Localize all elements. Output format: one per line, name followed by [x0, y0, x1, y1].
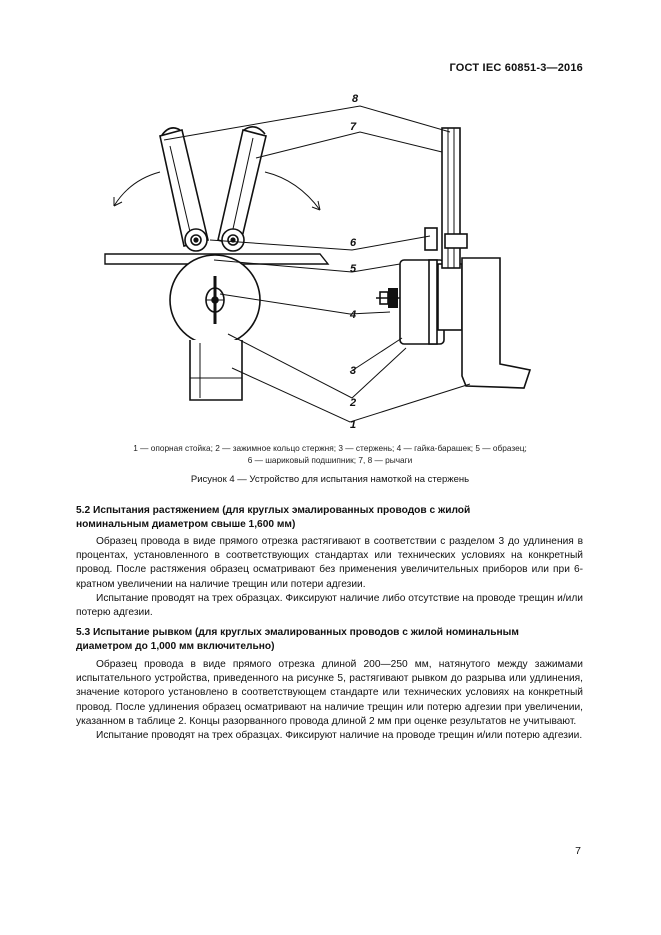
callout-5: 5: [350, 263, 357, 275]
figure-legend-line-2: 6 — шариковый подшипник; 7, 8 — рычаги: [247, 455, 413, 465]
section-5-2-heading: [76, 504, 583, 532]
support-stand: [190, 340, 242, 400]
section-5-3-paragraph-1: Образец провода в виде прямого отрезка длиной 200—250 мм, натянутого между зажимами испытательного устройства, приведенного на рисунке 5, растягивают рывком до разрыва или удлинения, значение которого установлено в соответствующем стандарте или технических условиях на конкретный провод. После удлинения образец осматривают на наличие трещин или потерю адгезии при увеличении, указанном в таблице 2. Концы разорванного провода длиной 2 мм при оценке результатов не учитывают.: [76, 659, 583, 727]
section-5-2-paragraph-2: Испытание проводят на трех образцах. Фиксируют наличие либо отсутствие на проводе трещин и/или потерю адгезии.: [76, 592, 583, 619]
section-5-2-heading-line-1: 5.2 Испытания растяжением (для круглых эмалированных проводов с жилой: [76, 505, 471, 516]
lever-right: [218, 127, 266, 246]
section-5-3-body: [76, 658, 583, 743]
rotation-arrow-left: [114, 172, 160, 206]
section-5-2-body: [76, 535, 583, 620]
figure-legend-line-1: 1 — опорная стойка; 2 — зажимное кольцо стержня; 3 — стержень; 4 — гайка-барашек; 5 — образец;: [133, 443, 527, 453]
callout-4: 4: [350, 309, 357, 321]
section-5-3-heading-line-1: 5.3 Испытание рывком (для круглых эмалированных проводов с жилой номинальным: [76, 627, 519, 638]
callout-6: 6: [350, 237, 357, 249]
standard-header: ГОСТ IEC 60851-3—2016: [449, 62, 583, 74]
section-5-2-heading-line-2: номинальным диаметром свыше 1,600 мм): [76, 519, 296, 531]
page-number: 7: [575, 845, 581, 857]
callout-2: 2: [350, 397, 357, 409]
section-5-2-paragraph-1: Образец провода в виде прямого отрезка растягивают в соответствии с разделом 3 до удлинения в процентах, установленного в соответствующих стандартах или технических условиях на конкретный провод. После растяжения образец осматривают без применения увеличительных приборов или при 6-кратном увеличении на наличие трещин или потери адгезии.: [76, 536, 583, 590]
callout-3: 3: [350, 365, 357, 377]
base-bracket: [462, 258, 530, 388]
figure-4-diagram: [100, 88, 540, 438]
callout-7: 7: [350, 121, 357, 133]
section-5-3-paragraph-2: Испытание проводят на трех образцах. Фиксируют наличие на проводе трещин и/или потерю адгезии.: [96, 730, 583, 742]
figure-caption: Рисунок 4 — Устройство для испытания намоткой на стержень: [190, 474, 470, 485]
callout-1: 1: [350, 419, 357, 431]
section-5-3-heading: [76, 626, 583, 654]
lever-left: [160, 128, 208, 246]
section-5-3-heading-line-2: диаметром до 1,000 мм включительно): [76, 641, 275, 653]
callout-8: 8: [352, 93, 359, 105]
rotation-arrow-right: [265, 172, 320, 210]
